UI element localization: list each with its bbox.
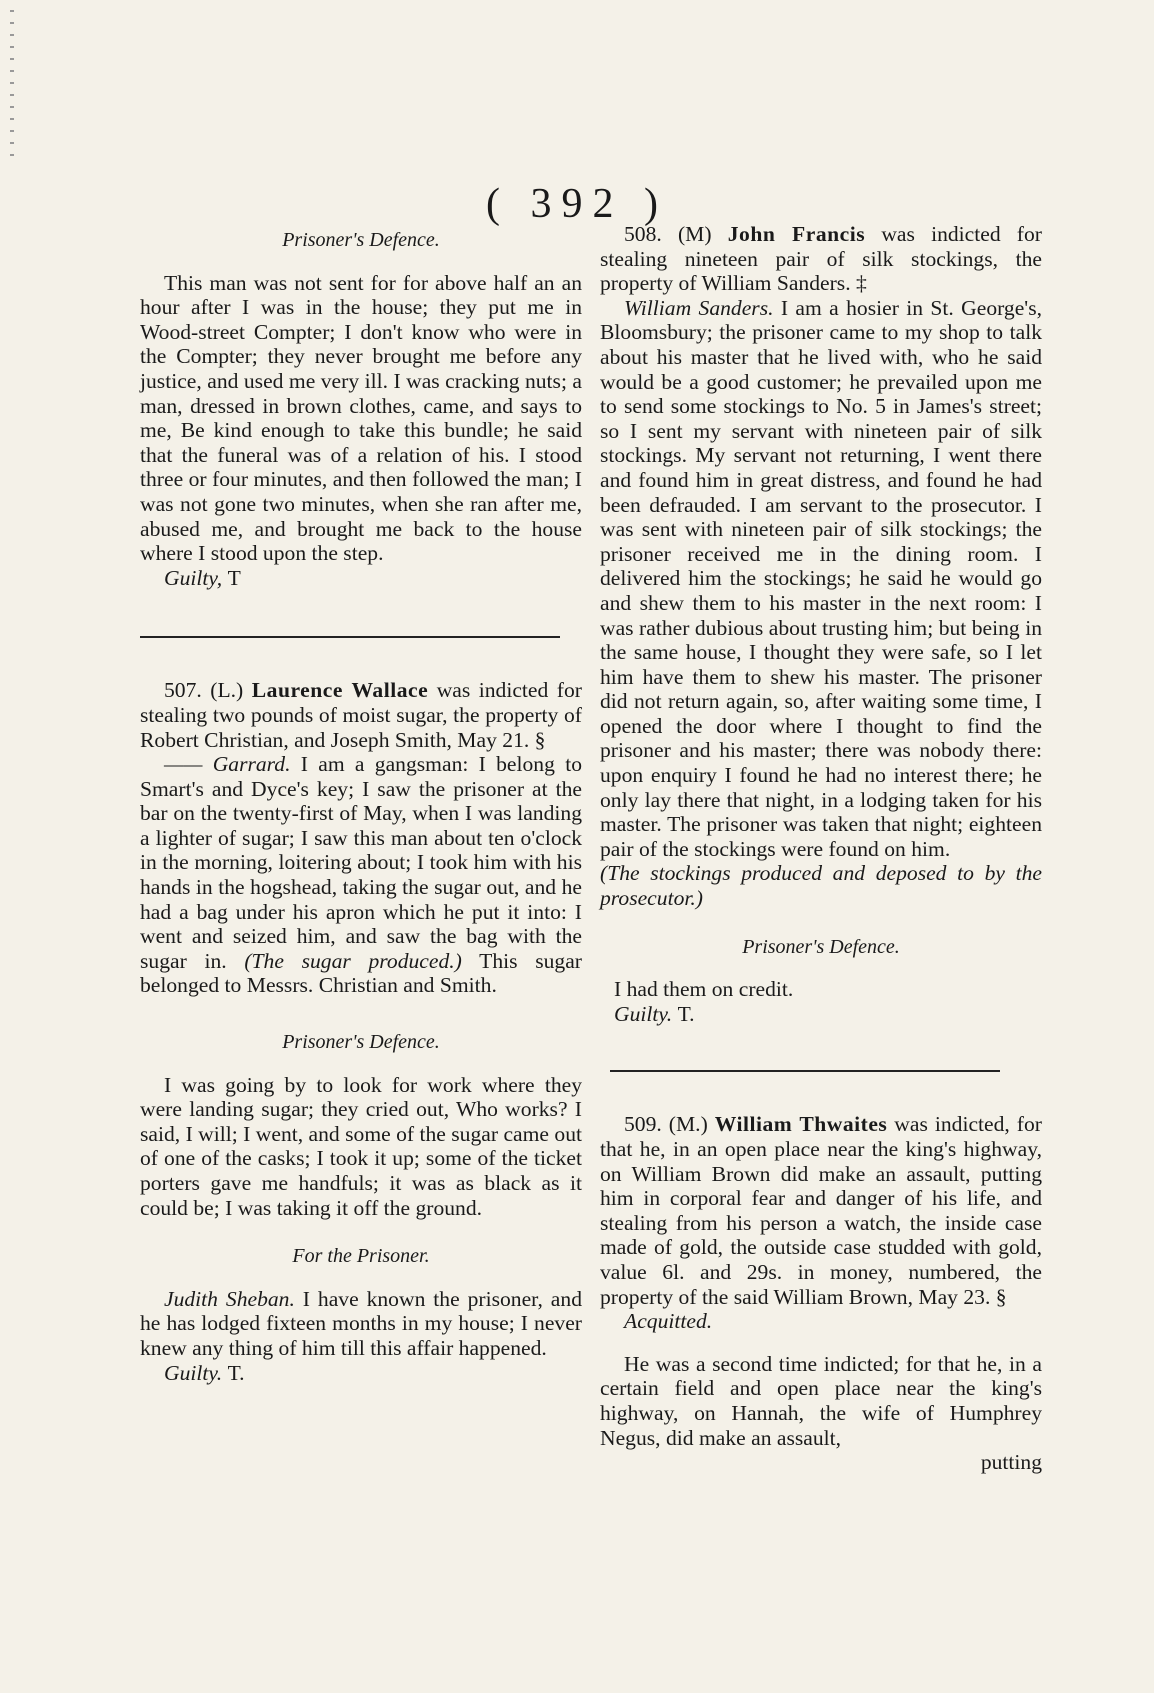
- case-number: 508. (M): [624, 222, 712, 246]
- section-heading: Prisoner's Defence.: [742, 935, 900, 958]
- page-number: ( 392 ): [486, 181, 668, 227]
- verdict: [140, 1361, 582, 1386]
- testimony-text: I am a gangsman: I belong to Smart's and Dyce's key; I saw the prisoner at the bar on the twenty-first of May, when I was landing a lighter of sugar; I saw this man about ten o'clock in the morning, loitering about; I took him with his hands in the hogshead, taking the sugar out, and he had a bag under his apron which he put it into: I went and seized him, and saw the bag with the sugar in.: [140, 752, 582, 973]
- witness-name: Judith Sheban.: [164, 1286, 295, 1311]
- defence-paragraph: I had them on credit.: [614, 977, 794, 1002]
- case-number: 509. (M.): [624, 1112, 708, 1137]
- testimony-text: I am a hosier in St. George's, Bloomsbury; the prisoner came to my shop to talk about his master that he lived with, who he said would be a good customer; he prevailed upon me to send some stockings to No. 5 in James's street; so I sent my servant with nineteen pair of silk stockings. My servant not returning, I went there and found him in great distress, and found he had been defrauded. I am servant to the prosecutor. I was sent with nineteen pair of silk stockings; the prisoner received me in the dining room. I delivered him the stockings; he said he would go and shew them to his master in the next room: I was rather dubious about trusting him; but being in the same house, I thought they were safe, so I let him have them to shew his master. The prisoner did not return again, so, after waiting some time, I opened the door where I thought to find the prisoner and his master; there was nobody there: upon enquiry I found he had no interest there; he only lay there that night, in a lodging taken for his master. The prisoner was taken that night; eighteen pair of the stockings were found on him.: [600, 295, 1043, 861]
- testimony-judith: [140, 1287, 582, 1361]
- section-heading: Prisoner's Defence.: [282, 229, 440, 251]
- testimony-garrard: [140, 752, 582, 998]
- case-number: 507. (L.): [164, 678, 244, 703]
- verdict: [600, 1002, 1042, 1027]
- catchword: putting: [980, 1450, 1042, 1475]
- witness-name: —— Garrard.: [164, 752, 291, 777]
- case-text: was indicted, for that he, in an open place near the king's highway, on William Brown did make an assault, putting him in corporal fear and danger of his life, and stealing from his person a watch, the inside case made of gold, the outside case studded with gold, value 6l. and 29s. in money, numbered, the property of the said William Brown, May 23. §: [600, 1112, 1042, 1309]
- case-text: was indicted for stealing nineteen pair of silk stockings, the property of William Sanders. ‡: [600, 222, 1042, 296]
- case-509: [600, 1112, 1042, 1309]
- defendant-name: Laurence Wallace: [251, 678, 429, 703]
- section-heading: For the Prisoner.: [292, 1245, 430, 1268]
- case-text: was indicted for stealing two pounds of moist sugar, the property of Robert Christian, and Joseph Smith, May 21. §: [140, 678, 582, 752]
- case-507: [140, 678, 582, 752]
- section-heading: Prisoner's Defence.: [282, 1031, 440, 1054]
- witness-name: William Sanders.: [624, 295, 774, 320]
- verdict: Acquitted.: [624, 1309, 713, 1334]
- testimony-tail: This sugar belonged to Messrs. Christian and Smith.: [140, 948, 582, 998]
- defendant-name: John Francis: [727, 222, 866, 246]
- section-rule: [140, 636, 560, 638]
- verdict-mark: T.: [677, 1001, 695, 1026]
- testimony-text: I have known the prisoner, and he has lodged fixteen months in my house; I never knew any thing of him till this affair happened.: [140, 1286, 582, 1360]
- defence-paragraph: I was going by to look for work where they were landing sugar; they cried out, Who works? I said, I will; I went, and some of the sugar came out of one of the casks; I took it up; some of the ticket porters gave me handfuls; it was as black as it could be; I was taking it off the ground.: [140, 1072, 582, 1220]
- margin-dots: [10, 10, 14, 160]
- verdict-word: Guilty,: [164, 565, 223, 590]
- testimony-sanders: [600, 296, 1042, 862]
- exhibit-note: (The sugar produced.): [244, 948, 462, 973]
- exhibit-note: (The stockings produced and deposed to by the prosecutor.): [600, 861, 1042, 911]
- defendant-name: William Thwaites: [714, 1112, 888, 1137]
- verdict-word: Guilty.: [614, 1001, 673, 1026]
- verdict-word: Guilty.: [164, 1360, 223, 1385]
- verdict-mark: T: [227, 565, 241, 590]
- case-508: [600, 222, 1042, 296]
- section-rule: [610, 1070, 1000, 1072]
- right-column: [600, 222, 1042, 1475]
- second-indictment: He was a second time indicted; for that he, in a certain field and open place near the king's highway, on Hannah, the wife of Humphrey Negus, did make an assault,: [600, 1351, 1042, 1450]
- defence-paragraph: This man was not sent for for above half an an hour after I was in the house; they put me in Wood-street Compter; I don't know who were in the Compter; they never brought me before any justice, and used me very ill. I was cracking nuts; a man, dressed in brown clothes, came, and says to me, Be kind enough to take this bundle; he said that the funeral was of a relation of his. I stood three or four minutes, and then followed the man; I was not gone two minutes, when she ran after me, abused me, and brought me back to the house where I stood upon the step.: [140, 270, 582, 566]
- verdict: [140, 566, 582, 591]
- verdict-mark: T.: [227, 1360, 245, 1385]
- left-column: [140, 222, 582, 1385]
